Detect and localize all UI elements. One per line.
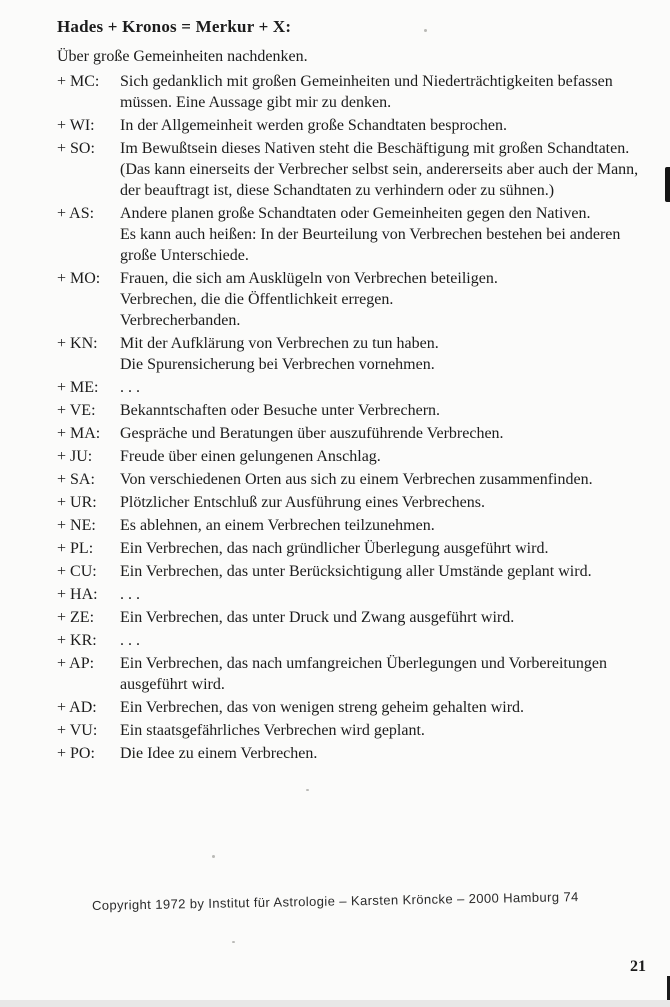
list-entry — [57, 515, 670, 536]
entry-text-line: Ein Verbrechen, das unter Druck und Zwang ausgeführt wird. — [120, 609, 515, 626]
entry-label: + WI: — [57, 117, 95, 134]
entry-text — [120, 538, 670, 559]
scan-artifact-blob — [665, 167, 670, 202]
list-entry — [57, 630, 670, 651]
entry-text — [120, 697, 670, 718]
list-entry — [57, 268, 670, 331]
entry-text — [120, 333, 670, 375]
entry-text-line: Plötzlicher Entschluß zur Ausführung eines Verbrechens. — [120, 494, 485, 511]
copyright-line: Copyright 1972 by Institut für Astrologie – Karsten Kröncke – 2000 Hamburg 74 — [91, 889, 579, 913]
entry-label: + JU: — [57, 448, 93, 465]
list-entry — [57, 561, 670, 582]
scan-speck — [232, 941, 235, 943]
list-entry — [57, 538, 670, 559]
entry-label: + PL: — [57, 540, 94, 557]
scan-speck — [212, 855, 215, 858]
entry-text-line: Die Spurensicherung bei Verbrechen vornehmen. — [120, 356, 435, 373]
list-entry — [57, 115, 670, 136]
entry-text — [120, 203, 670, 266]
entry-text-line: Bekanntschaften oder Besuche unter Verbrechern. — [120, 402, 441, 419]
entry-label: + SO: — [57, 140, 95, 157]
entry-label: + AD: — [57, 699, 97, 716]
list-entry — [57, 720, 670, 741]
list-entry — [57, 400, 670, 421]
entry-text-line: (Das kann einerseits der Verbrecher selbst sein, andererseits aber auch der Mann, — [120, 161, 639, 178]
entry-label: + KN: — [57, 335, 98, 352]
entry-text — [120, 561, 670, 582]
entry-text-line: Ein staatsgefährliches Verbrechen wird geplant. — [120, 722, 425, 739]
entry-text — [120, 584, 670, 605]
entry-label: + KR: — [57, 632, 97, 649]
entry-text — [120, 469, 670, 490]
entry-text — [120, 446, 670, 467]
entry-text-line: große Unterschiede. — [120, 247, 249, 264]
entry-text-line: Ein Verbrechen, das nach umfangreichen Überlegungen und Vorbereitungen — [120, 655, 607, 672]
entry-label: + VE: — [57, 402, 96, 419]
entry-text — [120, 268, 670, 331]
entry-text — [120, 377, 670, 398]
entry-text — [120, 138, 670, 201]
scan-speck — [306, 789, 309, 791]
entry-text-line: In der Allgemeinheit werden große Schandtaten besprochen. — [120, 117, 507, 134]
entry-label: + MO: — [57, 270, 101, 287]
entry-text-line: Andere planen große Schandtaten oder Gemeinheiten gegen den Nativen. — [120, 205, 591, 222]
entry-text-line: Verbrechen, die die Öffentlichkeit erregen. — [120, 291, 394, 308]
entry-text — [120, 492, 670, 513]
list-entry — [57, 492, 670, 513]
entry-label: + UR: — [57, 494, 97, 511]
entry-text-line: Ein Verbrechen, das unter Berücksichtigung aller Umstände geplant wird. — [120, 563, 592, 580]
entry-text-line: müssen. Eine Aussage gibt mir zu denken. — [120, 94, 392, 111]
entry-label: + MA: — [57, 425, 101, 442]
list-entry — [57, 469, 670, 490]
entry-text — [120, 423, 670, 444]
entry-text-line: Ein Verbrechen, das von wenigen streng geheim gehalten wird. — [120, 699, 525, 716]
entry-text-line: Im Bewußtsein dieses Nativen steht die Beschäftigung mit großen Schandtaten. — [120, 140, 630, 157]
entry-text-line: Freude über einen gelungenen Anschlag. — [120, 448, 381, 465]
list-entry — [57, 377, 670, 398]
list-entry — [57, 446, 670, 467]
entry-text-line: Mit der Aufklärung von Verbrechen zu tun haben. — [120, 335, 439, 352]
list-entry — [57, 333, 670, 375]
entry-text-line: Ein Verbrechen, das nach gründlicher Überlegung ausgeführt wird. — [120, 540, 549, 557]
entry-text — [120, 743, 670, 764]
entry-text — [120, 515, 670, 536]
list-entry — [57, 203, 670, 266]
list-entry — [57, 697, 670, 718]
entry-text-line: . . . — [120, 586, 140, 603]
entry-text — [120, 630, 670, 651]
entry-label: + HA: — [57, 586, 98, 603]
entry-text — [120, 400, 670, 421]
list-entry — [57, 71, 670, 113]
entry-text-line: Sich gedanklich mit großen Gemeinheiten und Niederträchtigkeiten befassen — [120, 73, 613, 90]
scan-speck — [424, 29, 427, 32]
entry-text-line: Gespräche und Beratungen über auszuführende Verbrechen. — [120, 425, 504, 442]
entry-text-line: ausgeführt wird. — [120, 676, 225, 693]
entry-label: + AS: — [57, 205, 95, 222]
entry-label: + NE: — [57, 517, 96, 534]
entry-label: + AP: — [57, 655, 95, 672]
list-entry — [57, 138, 670, 201]
intro-text: Über große Gemeinheiten nachdenken. — [57, 48, 308, 65]
entry-label: + SA: — [57, 471, 95, 488]
entry-text — [120, 115, 670, 136]
entry-text-line: Verbrecherbanden. — [120, 312, 241, 329]
list-entry — [57, 423, 670, 444]
entry-label: + CU: — [57, 563, 97, 580]
page-number: 21 — [630, 958, 646, 975]
entry-text — [120, 653, 670, 695]
entry-text-line: Die Idee zu einem Verbrechen. — [120, 745, 318, 762]
list-entry — [57, 607, 670, 628]
entry-text-line: Frauen, die sich am Ausklügeln von Verbrechen beteiligen. — [120, 270, 498, 287]
list-entry — [57, 653, 670, 695]
list-entry — [57, 743, 670, 764]
entry-label: + MC: — [57, 73, 100, 90]
entry-label: + ZE: — [57, 609, 95, 626]
entry-label: + ME: — [57, 379, 99, 396]
scan-edge-band — [0, 1000, 670, 1007]
entry-label: + PO: — [57, 745, 95, 762]
list-entry — [57, 584, 670, 605]
entry-text-line: Es ablehnen, an einem Verbrechen teilzunehmen. — [120, 517, 435, 534]
page-title: Hades + Kronos = Merkur + X: — [57, 17, 292, 36]
entry-text-line: der beauftragt ist, diese Schandtaten zu verhindern oder zu sühnen.) — [120, 182, 555, 199]
entry-text-line: Es kann auch heißen: In der Beurteilung von Verbrechen bestehen bei anderen — [120, 226, 621, 243]
entry-label: + VU: — [57, 722, 98, 739]
entry-text — [120, 720, 670, 741]
entry-list — [57, 71, 670, 764]
entry-text — [120, 607, 670, 628]
entry-text-line: Von verschiedenen Orten aus sich zu einem Verbrechen zusammenfinden. — [120, 471, 593, 488]
entry-text — [120, 71, 670, 113]
entry-text-line: . . . — [120, 632, 140, 649]
entry-text-line: . . . — [120, 379, 140, 396]
